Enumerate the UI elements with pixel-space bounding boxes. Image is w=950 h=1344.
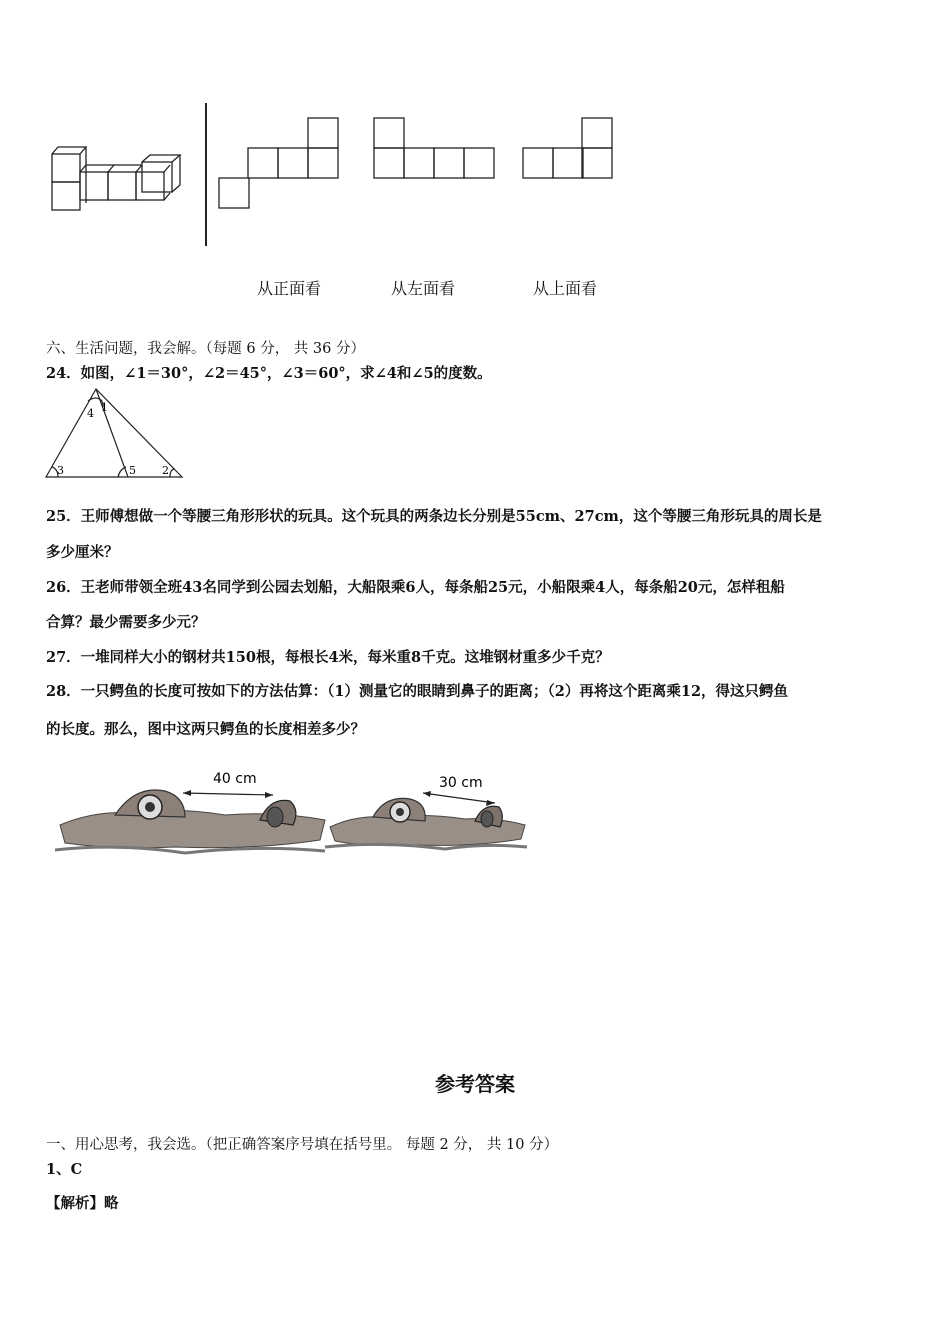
section-6-header: 六、生活问题，我会解。（每题 6 分， 共 36 分）	[46, 341, 365, 357]
crocodile-large-label: 40 cm	[213, 771, 257, 787]
crocodile-large	[55, 771, 325, 853]
angle-3-label: 3	[57, 464, 64, 477]
front-view-grid	[219, 118, 338, 208]
angle-5-label: 5	[129, 464, 136, 477]
q27-text: 27．一堆同样大小的钢材共150根，每根长4米，每米重8千克。这堆钢材重多少千克？	[46, 649, 610, 666]
crocodile-figure	[55, 755, 535, 865]
left-view-grid	[374, 118, 494, 178]
crocodile-small	[325, 775, 527, 849]
q24-text: 24．如图，∠1＝30°，∠2＝45°，∠3＝60°，求∠4和∠5的度数。	[46, 365, 492, 382]
cube-views-figure	[0, 0, 950, 260]
answers-section-1: 一、用心思考，我会选。（把正确答案序号填在括号里。 每题 2 分， 共 10 分）	[46, 1137, 559, 1153]
answers-title: 参考答案	[435, 1072, 515, 1096]
q26-line2: 合算？最少需要多少元？	[46, 614, 206, 631]
angle-1-label: 1	[101, 401, 108, 414]
crocodile-small-label: 30 cm	[439, 775, 483, 791]
q28-line1: 28．一只鳄鱼的长度可按如下的方法估算：（1）测量它的眼睛到鼻子的距离；（2）再将这个距离乘12，得这只鳄鱼	[46, 683, 789, 700]
angle-4-label: 4	[87, 407, 94, 420]
answer-item-1: 1、C	[46, 1161, 83, 1178]
q25-line1: 25．王师傅想做一个等腰三角形形状的玩具。这个玩具的两条边长分别是55cm、27cm，这个等腰三角形玩具的周长是	[46, 508, 822, 525]
q25-line2: 多少厘米？	[46, 544, 119, 561]
left-view-label: 从左面看	[391, 279, 456, 298]
top-view-grid	[523, 118, 612, 178]
triangle-figure	[40, 383, 190, 483]
front-view-label: 从正面看	[257, 279, 322, 298]
q28-line2: 的长度。那么，图中这两只鳄鱼的长度相差多少？	[46, 721, 365, 738]
angle-2-label: 2	[162, 464, 169, 477]
q26-line1: 26．王老师带领全班43名同学到公园去划船，大船限乘6人，每条船25元，小船限乘4人，每条船20元，怎样租船	[46, 579, 785, 596]
top-view-label: 从上面看	[533, 279, 598, 298]
answer-analysis: 【解析】略	[46, 1195, 119, 1212]
cube-solid-figure	[52, 147, 180, 210]
